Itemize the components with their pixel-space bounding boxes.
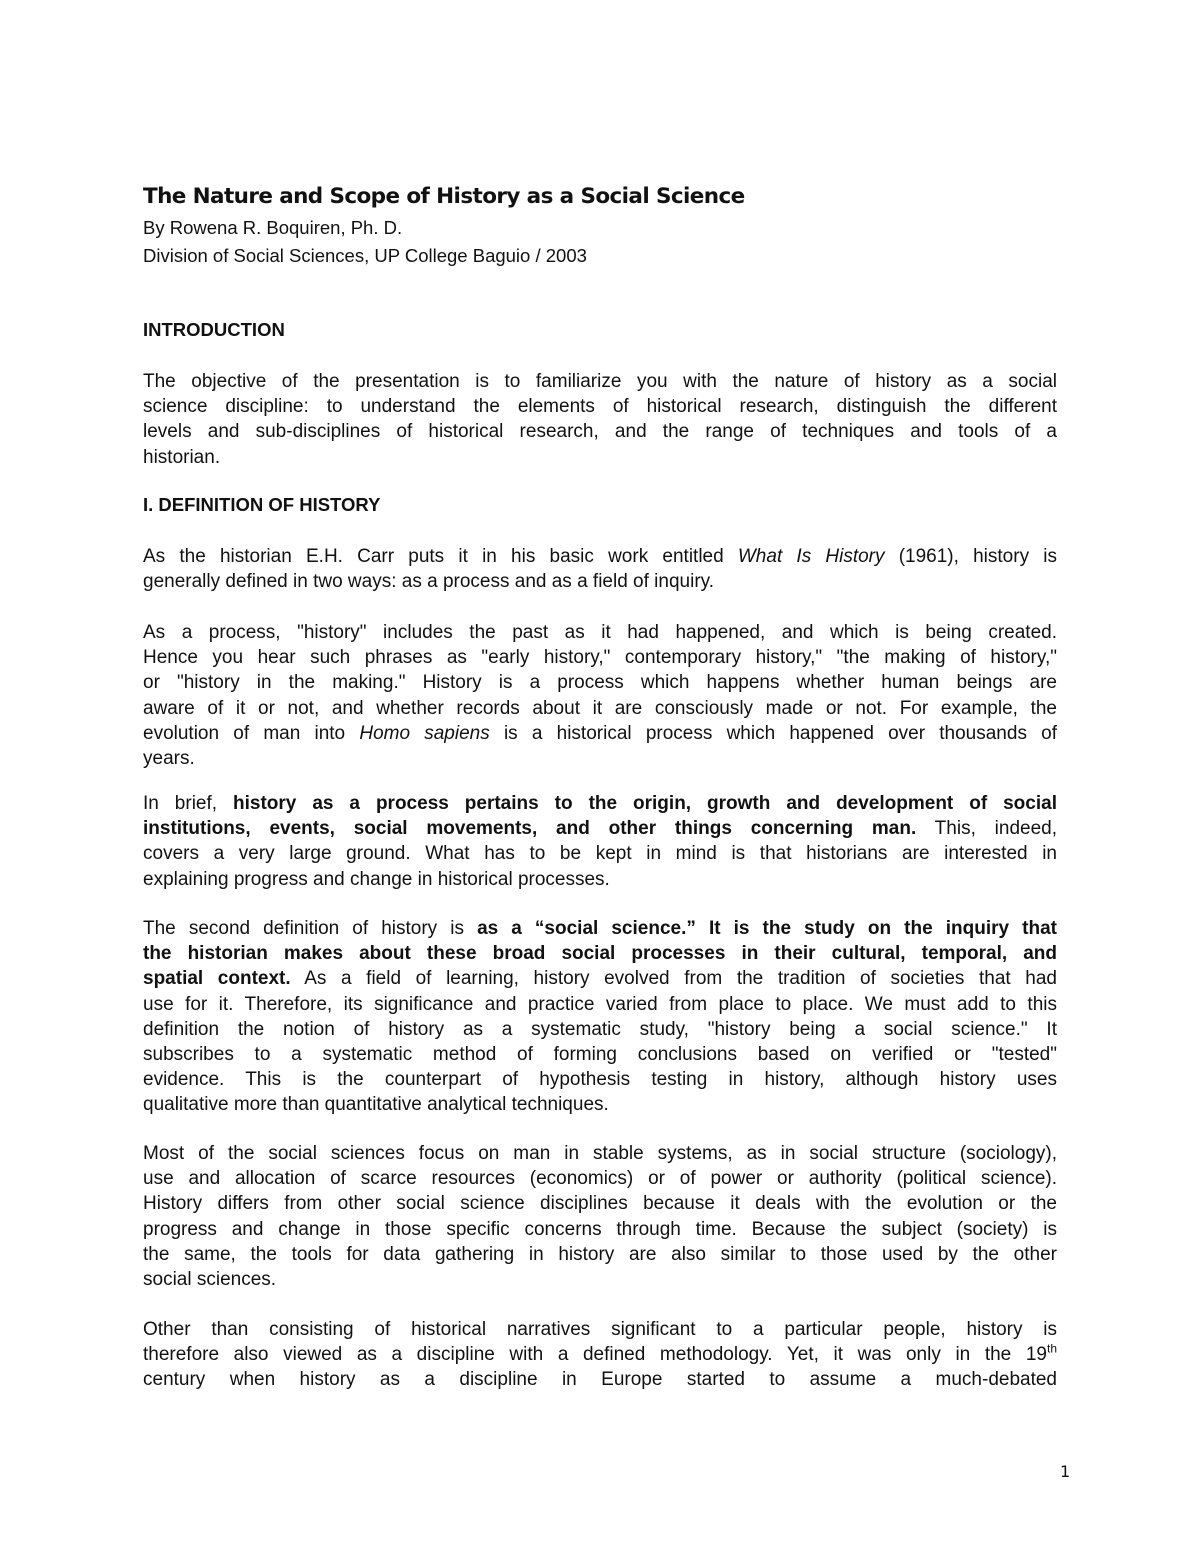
text-run: Other than consisting of historical narratives significant to a particular people, history is <box>143 1319 1057 1340</box>
paragraph <box>143 791 1057 892</box>
text-line <box>143 816 1057 841</box>
text-run: As a field of learning, history evolved from the tradition of societies that had <box>290 968 1058 990</box>
text-line <box>143 721 1057 746</box>
text-line <box>143 569 1057 594</box>
text-run: century when history as a discipline in Europe started to assume a much-debated <box>143 1369 1057 1391</box>
heading-introduction: INTRODUCTION <box>143 319 285 340</box>
author-line: By Rowena R. Boquiren, Ph. D. <box>143 217 403 238</box>
text-line <box>143 746 1057 771</box>
text-line <box>143 445 1057 470</box>
paragraph <box>143 544 1057 594</box>
heading-definition: I. DEFINITION OF HISTORY <box>143 494 381 515</box>
text-run: definition the notion of history as a systematic study, "history being a social science." It <box>143 1018 1057 1040</box>
text-run: use and allocation of scarce resources (economics) or of power or authority (political science). <box>143 1168 1057 1190</box>
text-run: years. <box>143 747 195 769</box>
text-run: progress and change in those specific concerns through time. Because the subject (society) is <box>143 1218 1057 1240</box>
text-line <box>143 1342 1057 1367</box>
text-line <box>143 1317 1057 1342</box>
bold-text: spatial context. <box>143 968 291 990</box>
text-run: the same, the tools for data gathering in history are also similar to those used by the other <box>143 1243 1057 1265</box>
paragraph <box>143 1141 1057 1292</box>
text-line <box>143 544 1057 569</box>
text-line <box>143 966 1057 991</box>
text-line <box>143 1217 1057 1242</box>
text-run: explaining progress and change in historical processes. <box>143 868 610 890</box>
text-line <box>143 394 1057 419</box>
paragraph <box>143 916 1057 1118</box>
text-run: (1961), history is <box>884 546 1057 567</box>
text-line <box>143 1067 1057 1092</box>
text-run: is a historical process which happened over thousands of <box>489 722 1057 744</box>
text-line <box>143 369 1057 394</box>
text-run: generally defined in two ways: as a process and as a field of inquiry. <box>143 571 715 593</box>
text-run: covers a very large ground. What has to be kept in mind is that historians are interested in <box>143 843 1057 865</box>
text-line <box>143 1191 1057 1216</box>
text-run: evolution of man into <box>143 722 360 744</box>
text-run: therefore also viewed as a discipline with a defined methodology. Yet, it was only in the 19 <box>143 1344 1047 1366</box>
text-line <box>143 645 1057 670</box>
text-run: As a process, "history" includes the past as it had happened, and which is being created. <box>143 622 1057 643</box>
text-run: qualitative more than quantitative analytical techniques. <box>143 1094 609 1116</box>
text-line <box>143 1166 1057 1191</box>
text-line <box>143 419 1057 444</box>
superscript: th <box>1046 1341 1057 1356</box>
text-line <box>143 1017 1057 1042</box>
text-run: Hence you hear such phrases as "early history," contemporary history," "the making of history," <box>143 647 1057 669</box>
text-line <box>143 941 1057 966</box>
text-line <box>143 1267 1057 1292</box>
text-line <box>143 992 1057 1017</box>
text-run: The objective of the presentation is to familiarize you with the nature of history as a social <box>143 371 1057 392</box>
text-run: science discipline: to understand the elements of historical research, distinguish the different <box>143 396 1057 418</box>
text-line <box>143 1092 1057 1117</box>
text-run: The second definition of history is <box>143 918 478 939</box>
bold-text: institutions, events, social movements, and other things concerning man. <box>143 818 917 840</box>
text-line <box>143 1042 1057 1067</box>
text-run: This, indeed, <box>916 818 1057 840</box>
text-line <box>143 1367 1057 1392</box>
text-run: levels and sub-disciplines of historical research, and the range of techniques and tools of a <box>143 421 1057 443</box>
text-run: or "history in the making." History is a process which happens whether human beings are <box>143 672 1057 694</box>
bold-text: the historian makes about these broad social processes in their cultural, temporal, and <box>143 943 1057 965</box>
text-line <box>143 620 1057 645</box>
italic-text: Homo sapiens <box>359 722 490 744</box>
text-line <box>143 670 1057 695</box>
text-run: History differs from other social science disciplines because it deals with the evolution or the <box>143 1193 1057 1215</box>
text-run: Most of the social sciences focus on man in stable systems, as in social structure (sociology), <box>143 1143 1057 1164</box>
text-line <box>143 867 1057 892</box>
italic-text: What Is History <box>737 546 885 567</box>
bold-text: history as a process pertains to the origin, growth and development of social <box>233 793 1057 814</box>
text-run: use for it. Therefore, its significance and practice varied from place to place. We must add to this <box>143 993 1057 1015</box>
paragraph <box>143 1317 1057 1393</box>
text-line <box>143 791 1057 816</box>
text-line <box>143 696 1057 721</box>
text-line <box>143 1141 1057 1166</box>
text-run: social sciences. <box>143 1268 277 1290</box>
text-run: In brief, <box>143 793 234 814</box>
text-run: aware of it or not, and whether records about it are consciously made or not. For example, the <box>143 697 1057 719</box>
text-run: historian. <box>143 446 221 468</box>
text-run: As the historian E.H. Carr puts it in his basic work entitled <box>143 546 738 567</box>
bold-text: as a “social science.” It is the study on the inquiry that <box>477 918 1057 939</box>
affiliation-line: Division of Social Sciences, UP College Baguio / 2003 <box>143 245 587 266</box>
text-run: subscribes to a systematic method of forming conclusions based on verified or "tested" <box>143 1043 1057 1065</box>
text-line <box>143 1242 1057 1267</box>
text-line <box>143 841 1057 866</box>
text-run: evidence. This is the counterpart of hypothesis testing in history, although history uses <box>143 1069 1057 1091</box>
paragraph <box>143 369 1057 470</box>
text-line <box>143 916 1057 941</box>
paragraph <box>143 620 1057 771</box>
page-number: 1 <box>1060 1462 1071 1481</box>
document-title: The Nature and Scope of History as a Social Science <box>143 184 745 209</box>
